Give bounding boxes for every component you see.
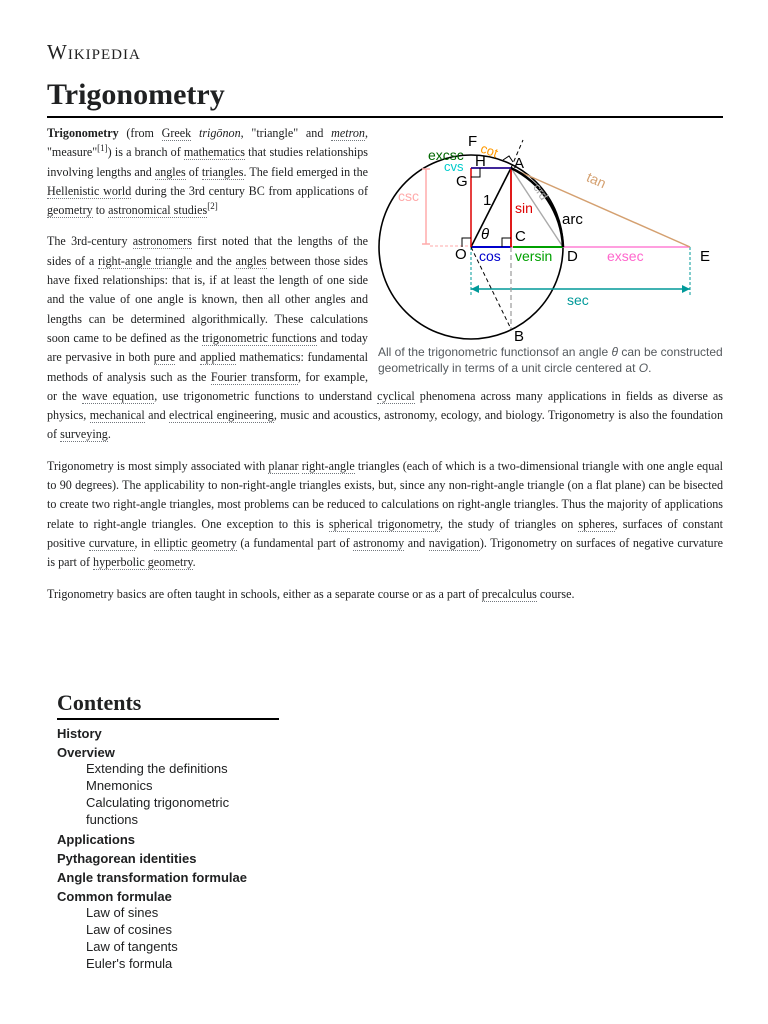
link-navigation[interactable]: navigation	[428, 535, 480, 550]
link-trigonometric-functions[interactable]: trigonometric functions	[202, 330, 317, 345]
label-F: F	[468, 133, 478, 150]
paragraph-right-angle: Trigonometry is most simply associated with planar right-angle triangles (each of which is a two-dimensional triangle with one angle equal to 90 degrees). The applicability to non-right-angle triangles exists, but, since any non-right-angle triangle (on a flat plane) can be bisected to create two right-angle triangles, most problems can be reduced to calculations on right-angle triangles. Thus the majority of applications relate to right-angle triangles. One exception to this is spherical trigonometry, the study of triangles on spheres, surfaces of constant positive curvature, in elliptic geometry (a fundamental part of astronomy and navigation). Trigonometry on surfaces of negative curvature is part of hyperbolic geometry.	[47, 458, 723, 570]
figure-unit-circle	[378, 124, 723, 376]
toc-subitem[interactable]: Law of sines	[86, 905, 159, 920]
toc-item[interactable]: Common formulae	[57, 889, 172, 904]
link-precalculus[interactable]: precalculus	[481, 586, 537, 601]
label-arc: arc	[562, 211, 583, 228]
link-mechanical[interactable]: mechanical	[89, 408, 145, 423]
toc-item[interactable]: Angle transformation formulae	[57, 870, 247, 885]
figure-caption: All of the trigonometric functionsof an angle θ can be constructed geometrically in terms of a unit circle centered at O.	[378, 345, 723, 375]
link-metron[interactable]: metron	[331, 126, 365, 140]
label-cos: cos	[479, 248, 501, 264]
label-E: E	[700, 248, 711, 265]
table-of-contents	[57, 690, 279, 972]
link-pure[interactable]: pure	[153, 350, 176, 365]
link-surveying[interactable]: surveying	[60, 427, 108, 442]
link-wave-equation[interactable]: wave equation	[82, 388, 155, 403]
label-excsc: excsc	[428, 147, 464, 163]
toc-subitem[interactable]: Mnemonics	[86, 778, 153, 793]
label-G: G	[456, 173, 468, 190]
toc-subitem[interactable]: Law of cosines	[86, 922, 172, 937]
link-angles[interactable]: angles	[154, 164, 186, 179]
link-angles-2[interactable]: angles	[235, 253, 267, 268]
toc-item[interactable]: Applications	[57, 832, 136, 847]
label-theta: θ	[481, 226, 490, 243]
label-cot: cot	[478, 140, 501, 161]
label-sin: sin	[515, 200, 533, 216]
link-elliptic-geometry[interactable]: elliptic geometry	[154, 535, 237, 550]
toc-subitem[interactable]: Extending the definitions	[86, 761, 228, 776]
wikipedia-logo[interactable]: Wikipedia	[47, 40, 141, 64]
link-triangles[interactable]: triangles	[201, 164, 244, 179]
label-one: 1	[483, 192, 492, 209]
label-sec: sec	[567, 292, 589, 308]
label-versin: versin	[515, 248, 553, 264]
link-hellenistic-world[interactable]: Hellenistic world	[47, 183, 132, 198]
label-tan: tan	[584, 168, 609, 192]
page-title: Trigonometry	[47, 78, 723, 118]
link-astronomical-studies[interactable]: astronomical studies	[108, 203, 208, 218]
label-C: C	[515, 228, 526, 245]
link-mathematics[interactable]: mathematics	[183, 145, 245, 160]
toc-title: Contents	[57, 690, 279, 720]
label-O: O	[455, 246, 467, 263]
link-spheres[interactable]: spheres	[578, 516, 615, 531]
link-curvature[interactable]: curvature	[88, 535, 135, 550]
paragraph-intro: Trigonometry (from Greek trigōnon, "triangle" and metron, "measure"[1]) is a branch of mathematics that studies relationships involving lengths and angles of triangles. The field emerged in the Hellenistic world during the 3rd century BC from applications of geometry to astronomical studies[2]	[47, 126, 368, 218]
link-spherical-trigonometry[interactable]: spherical trigonometry	[328, 516, 441, 531]
ref-2[interactable]: [2]	[207, 201, 218, 212]
unit-circle-diagram[interactable]	[378, 124, 723, 344]
link-hyperbolic-geometry[interactable]: hyperbolic geometry	[93, 555, 193, 570]
link-astronomy[interactable]: astronomy	[353, 535, 405, 550]
toc-subitem[interactable]: Euler's formula	[86, 956, 173, 971]
toc-item[interactable]: History	[57, 726, 102, 741]
paragraph-basics: Trigonometry basics are often taught in schools, either as a separate course or as a part of precalculus course.	[47, 586, 575, 601]
right-angle-c	[502, 238, 511, 247]
sec-arrow-right	[682, 285, 690, 293]
label-H: H	[475, 153, 486, 170]
link-geometry[interactable]: geometry	[47, 203, 93, 218]
link-applied[interactable]: applied	[200, 350, 236, 365]
link-greek[interactable]: Greek	[161, 126, 192, 140]
link-electrical-engineering[interactable]: electrical engineering	[169, 408, 274, 423]
paragraph-history: The 3rd-century astronomers first noted that the lengths of the sides of a right-angle triangle and the angles between those sides have fixed relationships: that is, if at least the length of one side and the value of one angle is known, then all other angles and lengths can be determined algorithmically. These calculations soon came to be defined as the trigonometric functions and today are pervasive in both pure and applied mathematics: fundamental methods of analysis such as the Fourier transform, for example, or the wave equation, use trigonometric functions to understand cyclical phenomena across many applications in fields as diverse as physics, mechanical and electrical engineering, music and acoustics, astronomy, ecology, and biology. Trigonometry is also the foundation of surveying.	[47, 234, 724, 442]
label-exsec: exsec	[607, 248, 644, 264]
link-right-angle[interactable]: right-angle	[301, 458, 355, 473]
link-planar[interactable]: planar	[268, 458, 299, 473]
label-csc: csc	[398, 188, 419, 204]
link-astronomers[interactable]: astronomers	[132, 234, 192, 249]
ref-1[interactable]: [1]	[97, 143, 108, 154]
link-cyclical[interactable]: cyclical	[377, 388, 415, 403]
link-right-angle-triangle[interactable]: right-angle triangle	[98, 253, 192, 268]
article-body	[47, 124, 723, 616]
toc-item[interactable]: Pythagorean identities	[57, 851, 197, 866]
toc-item[interactable]: Overview	[57, 745, 115, 760]
toc-subitem[interactable]: Law of tangents	[86, 939, 178, 954]
toc-list	[57, 726, 279, 972]
label-crd: crd	[530, 180, 552, 203]
label-A: A	[514, 155, 525, 172]
label-cvs: cvs	[444, 159, 464, 174]
label-B: B	[514, 328, 525, 344]
label-D: D	[567, 248, 578, 265]
sec-arrow-left	[471, 285, 479, 293]
link-fourier-transform[interactable]: Fourier transform	[210, 369, 298, 384]
toc-subitem[interactable]: Calculating trigonometric functions	[86, 795, 230, 827]
